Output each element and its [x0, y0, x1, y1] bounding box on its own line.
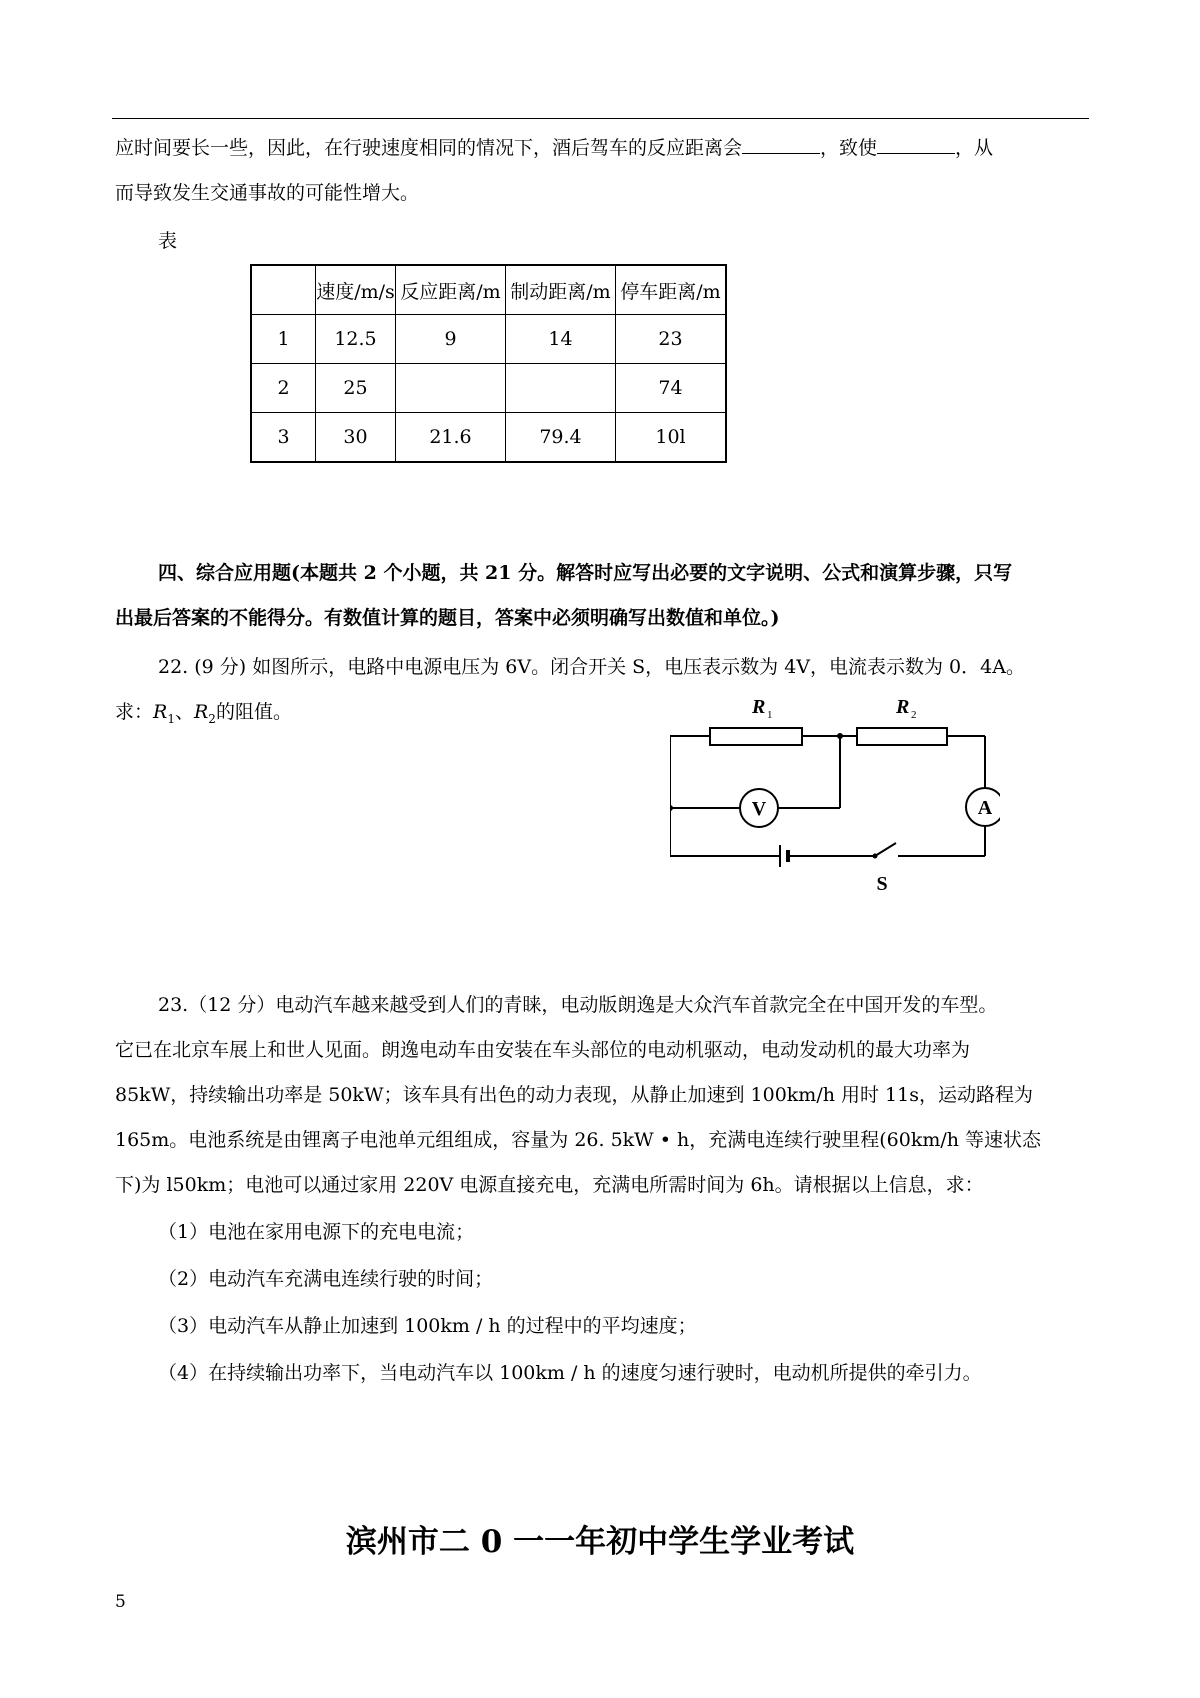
q23-line1: 23.（12 分）电动汽车越来越受到人们的青睐，电动版朗逸是大众汽车首款完全在中国开发的车型。: [158, 994, 998, 1016]
table-cell: 12.5: [316, 315, 396, 364]
q21-line1-text-b: ，致使: [820, 137, 878, 159]
table-row: [251, 364, 726, 413]
circuit-diagram: [670, 690, 1000, 900]
r1-symbol: R: [153, 701, 168, 723]
header-rule: [112, 118, 1089, 119]
table-cell: 21.6: [396, 413, 506, 463]
junction-dot: [670, 805, 673, 811]
q21-line1-text-a: 应时间要长一些，因此，在行驶速度相同的情况下，酒后驾车的反应距离会: [115, 137, 743, 159]
table-cell: [396, 364, 506, 413]
r1-label-sub: 1: [767, 709, 773, 721]
table-row: [251, 413, 726, 463]
resistor-r2: [857, 728, 947, 745]
page-number: 5: [115, 1592, 126, 1612]
voltmeter-label: V: [751, 798, 767, 820]
q23-line5: 下)为 l50km；电池可以通过家用 220V 电源直接充电，充满电所需时间为 6h。请根据以上信息，求：: [115, 1174, 984, 1196]
r1-label: R: [752, 696, 766, 718]
answer-blank-2[interactable]: [877, 137, 955, 154]
q23-sub2: （2）电动汽车充满电连续行驶的时间；: [158, 1268, 494, 1290]
q23-line4: 165m。电池系统是由锂离子电池单元组组成，容量为 26. 5kW • h，充满电连续行驶里程(60km/h 等速状态: [115, 1129, 1042, 1151]
r2-subscript: 2: [208, 711, 216, 726]
q22-suffix: 的阻值。: [215, 701, 292, 723]
table-caption: 表: [158, 230, 178, 252]
table-header-cell: 反应距离/m: [396, 265, 506, 315]
junction-dot: [837, 733, 843, 739]
ammeter-label: A: [977, 797, 993, 819]
table-header-cell: 速度/m/s: [316, 265, 396, 315]
table-cell: 23: [616, 315, 727, 364]
table-cell: 74: [616, 364, 727, 413]
switch-lever: [875, 843, 896, 856]
table-header-cell: 制动距离/m: [506, 265, 616, 315]
table-cell: 30: [316, 413, 396, 463]
resistor-r1: [710, 728, 802, 745]
table-cell: 2: [251, 364, 316, 413]
section4-line1: 四、综合应用题(本题共 2 个小题，共 21 分。解答时应写出必要的文字说明、公式和演算步骤，只写: [158, 562, 1013, 584]
r2-symbol: R: [193, 701, 209, 723]
table-header-cell: 停车距离/m: [616, 265, 727, 315]
q23-line2: 它已在北京车展上和世人见面。朗逸电动车由安装在车头部位的电动机驱动，电动发动机的最大功率为: [115, 1039, 971, 1061]
q23-sub1: （1）电池在家用电源下的充电电流；: [158, 1221, 475, 1243]
q23-sub3: （3）电动汽车从静止加速到 100km / h 的过程中的平均速度；: [158, 1315, 697, 1337]
q21-line1-text-c: ，从: [955, 137, 994, 159]
table-cell: 9: [396, 315, 506, 364]
table-cell: 14: [506, 315, 616, 364]
q22-sep: 、: [174, 701, 194, 723]
table-cell: 79.4: [506, 413, 616, 463]
section4-line2: 出最后答案的不能得分。有数值计算的题目，答案中必须明确写出数值和单位。): [115, 607, 780, 629]
exam-title: 滨州市二 0 一一年初中学生学业考试: [345, 1524, 855, 1560]
q23-sub4: （4）在持续输出功率下，当电动汽车以 100km / h 的速度匀速行驶时，电动机所提供的牵引力。: [158, 1362, 982, 1384]
answer-blank-1[interactable]: [742, 137, 820, 154]
q22-line1: 22. (9 分) 如图所示，电路中电源电压为 6V。闭合开关 S，电压表示数为 4V，电流表示数为 0．4A。: [158, 656, 1025, 678]
table-header-cell: [251, 265, 316, 315]
table-cell: [506, 364, 616, 413]
table-cell: 10l: [616, 413, 727, 463]
switch-label: S: [876, 873, 888, 895]
q23-line3: 85kW，持续输出功率是 50kW；该车具有出色的动力表现，从静止加速到 100km/h 用时 11s，运动路程为: [115, 1084, 1033, 1106]
table-cell: 3: [251, 413, 316, 463]
r2-label: R: [896, 696, 910, 718]
stopping-distance-table: [250, 264, 727, 463]
r2-label-sub: 2: [911, 709, 917, 721]
table-cell: 1: [251, 315, 316, 364]
r1-subscript: 1: [167, 711, 175, 726]
q21-line1: [115, 133, 993, 160]
table-row: [251, 315, 726, 364]
q22-prefix: 求：: [115, 701, 154, 723]
table-cell: 25: [316, 364, 396, 413]
q21-line2: 而导致发生交通事故的可能性增大。: [115, 182, 420, 204]
table-header-row: [251, 265, 726, 315]
q22-line2: [115, 697, 292, 726]
